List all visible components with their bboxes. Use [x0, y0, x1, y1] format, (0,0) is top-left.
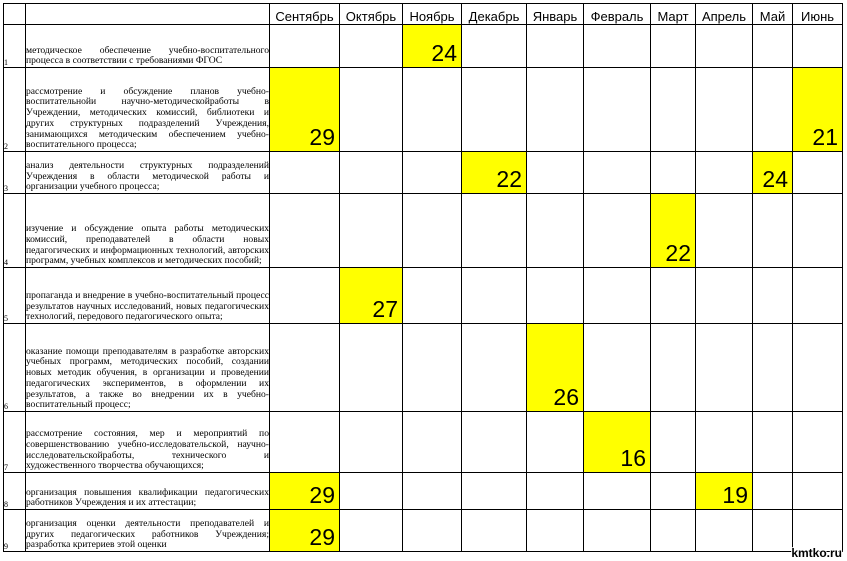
empty-cell: [753, 25, 793, 68]
row-description-text: оказание помощи преподавателям в разработке авторских учебных программ, методических пособий, создании новых методик обучения, в организации и проведении педагогических экспериментов, в оформлении их результатов, а также во внедрении их в учебно-воспитательный процесс;: [26, 345, 269, 411]
empty-cell: [527, 412, 584, 473]
month-header-8: Апрель: [696, 4, 753, 25]
empty-cell: [696, 412, 753, 473]
empty-cell: [584, 194, 651, 268]
empty-cell: [340, 152, 403, 194]
scheduled-date-cell: [403, 25, 462, 68]
watermark-text: kmtko.ru: [791, 546, 842, 560]
empty-cell: [462, 473, 527, 510]
empty-cell: [651, 412, 696, 473]
empty-cell: [696, 268, 753, 324]
scheduled-date-cell: [696, 473, 753, 510]
empty-cell: [584, 25, 651, 68]
empty-cell: [753, 68, 793, 152]
row-description-text: пропаганда и внедрение в учебно-воспитательный процесс результатов научных исследований, новых педагогических технологий, передового педагогического опыта;: [26, 289, 269, 323]
row-number: 8: [4, 473, 26, 510]
empty-cell: [403, 68, 462, 152]
empty-cell: [793, 412, 843, 473]
empty-cell: [651, 68, 696, 152]
scheduled-day-value: 22: [665, 240, 691, 266]
empty-cell: [270, 268, 340, 324]
empty-cell: [753, 268, 793, 324]
empty-cell: [696, 510, 753, 552]
month-header-6: Февраль: [584, 4, 651, 25]
row-description-text: рассмотрение состояния, мер и мероприятий по совершенствованию учебно-исследовательской, научно-исследовательскойработы, технического и художественного творчества обучающихся;: [26, 428, 269, 472]
empty-cell: [651, 25, 696, 68]
scheduled-date-cell: [584, 412, 651, 473]
scheduled-day-value: 26: [553, 384, 579, 410]
row-description: [26, 473, 270, 510]
row-description-text: организация оценки деятельности преподавателей и других педагогических работников Учреждения; разработка критериев этой оценки: [26, 517, 269, 551]
row-number: 5: [4, 268, 26, 324]
row-description: [26, 68, 270, 152]
row-number: 7: [4, 412, 26, 473]
empty-cell: [340, 510, 403, 552]
empty-cell: [793, 25, 843, 68]
empty-cell: [270, 324, 340, 412]
empty-cell: [527, 152, 584, 194]
empty-cell: [696, 324, 753, 412]
month-header-1: Сентябрь: [270, 4, 340, 25]
scheduled-day-value: 24: [762, 166, 788, 192]
empty-cell: [584, 324, 651, 412]
empty-cell: [270, 194, 340, 268]
scheduled-day-value: 29: [309, 124, 335, 150]
empty-cell: [651, 152, 696, 194]
empty-cell: [403, 473, 462, 510]
empty-cell: [340, 68, 403, 152]
empty-cell: [527, 473, 584, 510]
scheduled-date-cell: [753, 152, 793, 194]
month-header-4: Декабрь: [462, 4, 527, 25]
month-header-2: Октябрь: [340, 4, 403, 25]
row-description: [26, 510, 270, 552]
month-header-9: Май: [753, 4, 793, 25]
empty-cell: [793, 194, 843, 268]
row-description: [26, 412, 270, 473]
scheduled-date-cell: [270, 473, 340, 510]
empty-cell: [462, 510, 527, 552]
empty-cell: [696, 152, 753, 194]
empty-cell: [340, 194, 403, 268]
month-header-5: Январь: [527, 4, 584, 25]
empty-cell: [584, 152, 651, 194]
row-description-text: методическое обеспечение учебно-воспитательного процесса в соответствии с требованиями ФГОС: [26, 44, 269, 67]
empty-cell: [584, 68, 651, 152]
empty-cell: [403, 324, 462, 412]
empty-cell: [696, 68, 753, 152]
empty-cell: [403, 194, 462, 268]
scheduled-day-value: 22: [496, 166, 522, 192]
empty-cell: [270, 25, 340, 68]
table-row: [4, 68, 843, 152]
empty-cell: [651, 473, 696, 510]
empty-cell: [403, 268, 462, 324]
empty-cell: [651, 510, 696, 552]
header-row: [4, 4, 843, 25]
scheduled-date-cell: [340, 268, 403, 324]
row-number: 6: [4, 324, 26, 412]
row-description-text: анализ деятельности структурных подразделений Учреждения в области методической работы и организации учебного процесса;: [26, 159, 269, 193]
table-row: [4, 324, 843, 412]
scheduled-day-value: 19: [722, 482, 748, 508]
empty-cell: [753, 510, 793, 552]
month-header-10: Июнь: [793, 4, 843, 25]
empty-cell: [462, 68, 527, 152]
scheduled-date-cell: [462, 152, 527, 194]
table-row: [4, 510, 843, 552]
table-row: [4, 412, 843, 473]
row-number: 3: [4, 152, 26, 194]
empty-cell: [527, 268, 584, 324]
table-row: [4, 25, 843, 68]
scheduled-day-value: 16: [620, 445, 646, 471]
empty-cell: [527, 68, 584, 152]
empty-cell: [753, 412, 793, 473]
scheduled-day-value: 21: [812, 124, 838, 150]
row-description-text: изучение и обсуждение опыта работы методических комиссий, преподавателей в области новых педагогических и информационных технологий, авторских программ, учебных комплексов и методических пособий;: [26, 223, 269, 267]
empty-cell: [753, 324, 793, 412]
empty-cell: [696, 194, 753, 268]
empty-cell: [270, 152, 340, 194]
empty-cell: [340, 25, 403, 68]
empty-cell: [340, 473, 403, 510]
scheduled-date-cell: [527, 324, 584, 412]
empty-cell: [462, 412, 527, 473]
empty-cell: [462, 324, 527, 412]
empty-cell: [527, 194, 584, 268]
row-number: 2: [4, 68, 26, 152]
scheduled-day-value: 29: [309, 482, 335, 508]
empty-cell: [753, 194, 793, 268]
empty-cell: [462, 194, 527, 268]
table-row: [4, 473, 843, 510]
row-description: [26, 25, 270, 68]
empty-cell: [584, 510, 651, 552]
row-number: 4: [4, 194, 26, 268]
empty-cell: [403, 412, 462, 473]
empty-cell: [793, 268, 843, 324]
row-description: [26, 194, 270, 268]
empty-cell: [793, 324, 843, 412]
empty-cell: [527, 510, 584, 552]
scheduled-date-cell: [793, 68, 843, 152]
row-number: 1: [4, 25, 26, 68]
empty-cell: [651, 324, 696, 412]
empty-cell: [753, 473, 793, 510]
table-row: [4, 268, 843, 324]
empty-cell: [584, 473, 651, 510]
scheduled-day-value: 27: [372, 296, 398, 322]
monthly-plan-table: [3, 3, 843, 552]
empty-cell: [462, 268, 527, 324]
empty-cell: [793, 473, 843, 510]
row-description: [26, 268, 270, 324]
table-row: [4, 194, 843, 268]
empty-cell: [403, 152, 462, 194]
empty-cell: [340, 412, 403, 473]
scheduled-date-cell: [270, 68, 340, 152]
scheduled-date-cell: [270, 510, 340, 552]
row-number: 9: [4, 510, 26, 552]
row-description-text: организация повышения квалификации педагогических работников Учреждения и их аттестации;: [26, 486, 269, 509]
header-num-cell: [4, 4, 26, 25]
empty-cell: [527, 25, 584, 68]
month-header-7: Март: [651, 4, 696, 25]
scheduled-day-value: 29: [309, 524, 335, 550]
empty-cell: [793, 152, 843, 194]
empty-cell: [584, 268, 651, 324]
empty-cell: [462, 25, 527, 68]
row-description: [26, 324, 270, 412]
empty-cell: [651, 268, 696, 324]
empty-cell: [270, 412, 340, 473]
header-desc-cell: [26, 4, 270, 25]
scheduled-day-value: 24: [431, 40, 457, 66]
scheduled-date-cell: [651, 194, 696, 268]
table-row: [4, 152, 843, 194]
empty-cell: [340, 324, 403, 412]
row-description-text: рассмотрение и обсуждение планов учебно-воспитательнойи научно-методическойработы в Учреждении, методических комиссий, библиотеки и других структурных подразделений Учреждения, занимающихся методическим обеспечением учебно-воспитательного процесса;: [26, 85, 269, 151]
empty-cell: [696, 25, 753, 68]
month-header-3: Ноябрь: [403, 4, 462, 25]
empty-cell: [403, 510, 462, 552]
row-description: [26, 152, 270, 194]
